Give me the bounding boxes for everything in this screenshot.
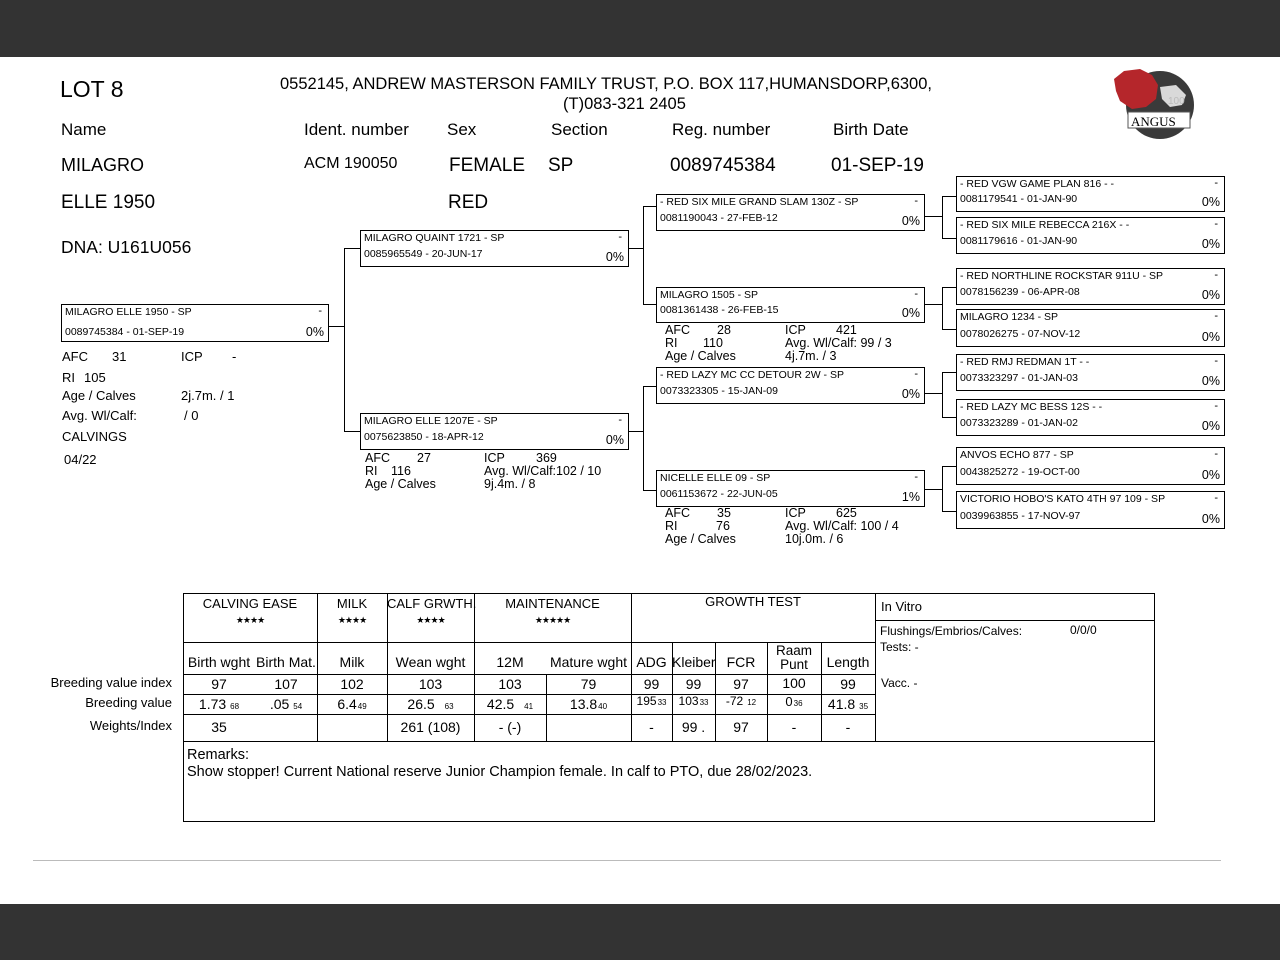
bv-cell bbox=[474, 696, 546, 712]
bv-value: 103 bbox=[678, 694, 699, 708]
sd-age-label: Age / Calves bbox=[665, 349, 736, 363]
owner-line-2: (T)083-321 2405 bbox=[563, 95, 686, 113]
sd-name: MILAGRO 1505 - SP bbox=[660, 289, 759, 301]
footer-rule bbox=[33, 860, 1221, 861]
gg-reg: 0081179616 - 01-JAN-90 bbox=[960, 235, 1078, 247]
index-cell: 103 bbox=[498, 676, 522, 692]
dd-age-label: Age / Calves bbox=[665, 532, 736, 546]
gg-reg: 0081179541 - 01-JAN-90 bbox=[960, 193, 1078, 205]
index-cell: 99 bbox=[840, 676, 856, 692]
gg-box-4 bbox=[956, 309, 1225, 347]
subject-ri-label: RI bbox=[62, 370, 75, 385]
dd-reg: 0061153672 - 22-JUN-05 bbox=[660, 488, 778, 500]
gg-dash: - bbox=[1214, 355, 1218, 367]
owner-line-1: 0552145, ANDREW MASTERSON FAMILY TRUST, P.O. BOX 117,HUMANSDORP,6300, bbox=[280, 75, 932, 93]
bv-accuracy: 33 bbox=[657, 698, 667, 707]
gg-dash: - bbox=[1214, 492, 1218, 504]
dd-stats bbox=[665, 507, 925, 546]
dam-ri: 116 bbox=[391, 464, 411, 478]
gg-pct: 0% bbox=[1201, 374, 1220, 388]
bv-cell bbox=[631, 694, 672, 708]
gg-box-5 bbox=[956, 354, 1225, 391]
gg-pct: 0% bbox=[1201, 288, 1220, 302]
dam-afc-label: AFC bbox=[365, 451, 390, 465]
gg-name: - RED SIX MILE REBECCA 216X - - bbox=[960, 219, 1130, 231]
bv-accuracy: 33 bbox=[699, 698, 709, 707]
bv-value: -72 bbox=[725, 694, 744, 708]
gg-reg: 0043825272 - 19-OCT-00 bbox=[960, 466, 1080, 478]
dam-name: MILAGRO ELLE 1207E - SP bbox=[364, 415, 498, 427]
subject-ri: 105 bbox=[84, 370, 106, 385]
animal-birth: 01-SEP-19 bbox=[831, 155, 924, 176]
subject-calvings-label: CALVINGS bbox=[62, 429, 127, 444]
bv-value: 13.8 bbox=[569, 696, 598, 712]
index-cell: 103 bbox=[418, 676, 443, 692]
sd-afc-label: AFC bbox=[665, 323, 690, 337]
ds-dash: - bbox=[914, 368, 918, 380]
subject-afc-label: AFC bbox=[62, 349, 88, 364]
col-mature-wght: Mature wght bbox=[549, 654, 628, 670]
sd-ri-label: RI bbox=[665, 336, 678, 350]
gg-dash: - bbox=[1214, 177, 1218, 189]
index-cell: 100 bbox=[782, 675, 806, 691]
bv-accuracy: 49 bbox=[357, 702, 367, 711]
gg-pct: 0% bbox=[1201, 512, 1220, 526]
gg-dash: - bbox=[1214, 218, 1218, 230]
logo-text: ANGUS bbox=[1131, 114, 1176, 129]
gg-box-2 bbox=[956, 217, 1225, 254]
subject-dash: - bbox=[318, 305, 322, 317]
dam-reg: 0075623850 - 18-APR-12 bbox=[364, 431, 484, 443]
sire-pct: 0% bbox=[605, 250, 624, 264]
animal-sex: FEMALE bbox=[449, 155, 526, 176]
sire-dash: - bbox=[618, 231, 622, 243]
sd-wl: Avg. Wl/Calf: 99 / 3 bbox=[785, 336, 892, 350]
animal-reg: 0089745384 bbox=[670, 155, 776, 176]
weight-cell: - bbox=[791, 719, 797, 735]
col-birth-wght: Birth wght bbox=[187, 654, 251, 670]
flush-value: 0/0/0 bbox=[1070, 623, 1097, 637]
remarks-label: Remarks: bbox=[187, 747, 250, 763]
dd-pct: 1% bbox=[901, 490, 920, 504]
flush-label: Flushings/Embrios/Calves: bbox=[880, 624, 1023, 638]
ss-name: - RED SIX MILE GRAND SLAM 130Z - SP bbox=[660, 196, 859, 208]
breeding-value-table bbox=[183, 593, 1155, 822]
subject-box bbox=[61, 304, 329, 342]
ss-dash: - bbox=[914, 195, 918, 207]
bv-value: 41.8 bbox=[827, 696, 856, 712]
stars-calving: ★★★★ bbox=[235, 615, 265, 625]
reg-header: Reg. number bbox=[672, 120, 771, 139]
weight-cell: 35 bbox=[211, 719, 227, 735]
dd-ri-label: RI bbox=[665, 519, 678, 533]
animal-name-2: ELLE 1950 bbox=[61, 192, 156, 213]
bv-cell bbox=[767, 694, 821, 709]
gg-pct: 0% bbox=[1201, 330, 1220, 344]
row-label-weights: Weights/Index bbox=[89, 718, 172, 733]
dd-name: NICELLE ELLE 09 - SP bbox=[660, 472, 771, 484]
dd-age: 10j.0m. / 6 bbox=[785, 532, 844, 546]
ds-pct: 0% bbox=[901, 387, 920, 401]
ss-reg: 0081190043 - 27-FEB-12 bbox=[660, 212, 778, 224]
section-header: Section bbox=[551, 120, 608, 139]
bv-cell bbox=[387, 696, 474, 712]
bv-value: 0 bbox=[785, 694, 793, 709]
birth-header: Birth Date bbox=[833, 120, 909, 139]
dd-icp-label: ICP bbox=[785, 506, 806, 520]
bv-cell bbox=[255, 696, 317, 712]
bv-value: 1.73 bbox=[198, 696, 227, 712]
bv-accuracy: 54 bbox=[293, 702, 303, 711]
gg-box-8 bbox=[956, 491, 1225, 529]
col-raam-punt: Raam Punt bbox=[775, 643, 812, 672]
col-fcr: FCR bbox=[726, 654, 756, 670]
bv-accuracy: 35 bbox=[859, 702, 869, 711]
gg-name: VICTORIO HOBO'S KATO 4TH 97 109 - SP bbox=[960, 493, 1166, 505]
subject-reg: 0089745384 - 01-SEP-19 bbox=[65, 326, 185, 338]
row-label-bv: Breeding value bbox=[85, 695, 172, 710]
gg-box-6 bbox=[956, 399, 1225, 436]
group-calving: CALVING EASE bbox=[202, 596, 298, 611]
dd-box bbox=[656, 470, 925, 507]
index-cell: 97 bbox=[733, 676, 749, 692]
gg-reg: 0073323289 - 01-JAN-02 bbox=[960, 417, 1078, 429]
weight-cell: 261 (108) bbox=[400, 719, 461, 735]
index-cell: 99 bbox=[643, 676, 660, 692]
gg-pct: 0% bbox=[1201, 195, 1220, 209]
col-adg: ADG bbox=[636, 654, 667, 670]
sd-box bbox=[656, 287, 925, 323]
stars-calf: ★★★★ bbox=[416, 615, 445, 625]
dd-afc: 35 bbox=[717, 506, 731, 520]
gg-reg: 0073323297 - 01-JAN-03 bbox=[960, 372, 1078, 384]
subject-calvings: 04/22 bbox=[64, 452, 97, 467]
col-wean-wght: Wean wght bbox=[395, 654, 466, 670]
col-birth-mat: Birth Mat. bbox=[256, 654, 316, 670]
index-cell: 79 bbox=[580, 676, 597, 692]
row-label-index: Breeding value index bbox=[50, 675, 172, 690]
bv-cell bbox=[546, 696, 631, 712]
bv-value: .05 bbox=[269, 696, 290, 712]
subject-afc: 31 bbox=[112, 349, 127, 364]
bv-cell bbox=[715, 694, 767, 708]
sd-dash: - bbox=[914, 288, 918, 300]
subject-age-label: Age / Calves bbox=[62, 388, 136, 403]
animal-name-1: MILAGRO bbox=[61, 155, 145, 175]
ds-box bbox=[656, 367, 925, 404]
subject-icp-label: ICP bbox=[181, 349, 203, 364]
invitro-label: In Vitro bbox=[881, 599, 922, 614]
animal-ident: ACM 190050 bbox=[304, 155, 398, 172]
gg-dash: - bbox=[1214, 400, 1218, 412]
group-milk: MILK bbox=[336, 596, 368, 611]
dam-ri-label: RI bbox=[365, 464, 378, 478]
subject-wl-label: Avg. Wl/Calf: bbox=[62, 408, 137, 423]
bv-cell bbox=[317, 696, 387, 712]
lot-number: LOT 8 bbox=[60, 76, 124, 102]
angus-logo bbox=[1110, 65, 1200, 145]
ds-reg: 0073323305 - 15-JAN-09 bbox=[660, 385, 778, 397]
gg-dash: - bbox=[1214, 310, 1218, 322]
gg-box-7 bbox=[956, 447, 1225, 485]
gg-name: - RED VGW GAME PLAN 816 - - bbox=[960, 178, 1115, 190]
gg-name: - RED RMJ REDMAN 1T - - bbox=[960, 356, 1090, 368]
gg-box-3 bbox=[956, 268, 1225, 305]
vacc-label: Vacc. - bbox=[881, 676, 918, 690]
gg-box-1 bbox=[956, 176, 1225, 212]
sire-name: MILAGRO QUAINT 1721 - SP bbox=[364, 232, 505, 244]
gg-dash: - bbox=[1214, 269, 1218, 281]
bv-value: 42.5 bbox=[486, 696, 515, 712]
bv-accuracy: 41 bbox=[524, 702, 534, 711]
sd-icp: 421 bbox=[836, 323, 857, 337]
bv-accuracy: 12 bbox=[747, 698, 757, 707]
gg-pct: 0% bbox=[1201, 237, 1220, 251]
sd-reg: 0081361438 - 26-FEB-15 bbox=[660, 304, 779, 316]
bv-accuracy: 36 bbox=[793, 699, 803, 708]
weight-cell: - bbox=[845, 719, 851, 735]
sire-box bbox=[360, 230, 629, 267]
dam-pct: 0% bbox=[605, 433, 624, 447]
ss-box bbox=[656, 194, 925, 231]
sex-header: Sex bbox=[447, 120, 477, 139]
dd-dash: - bbox=[914, 471, 918, 483]
sire-reg: 0085965549 - 20-JUN-17 bbox=[364, 248, 483, 260]
group-maint: MAINTENANCE bbox=[505, 596, 600, 611]
tests-label: Tests: - bbox=[880, 640, 919, 654]
sd-stats bbox=[665, 324, 925, 363]
gg-name: ANVOS ECHO 877 - SP bbox=[960, 449, 1074, 461]
dd-icp: 625 bbox=[836, 506, 857, 520]
weight-cell: 99 . bbox=[681, 719, 706, 735]
subject-age: 2j.7m. / 1 bbox=[181, 388, 235, 403]
dd-ri: 76 bbox=[716, 519, 730, 533]
dam-icp-label: ICP bbox=[484, 451, 505, 465]
bv-accuracy: 40 bbox=[598, 702, 608, 711]
sd-ri: 110 bbox=[703, 336, 723, 350]
sd-age: 4j.7m. / 3 bbox=[785, 349, 837, 363]
dam-dash: - bbox=[618, 414, 622, 426]
subject-icp: - bbox=[232, 349, 237, 364]
gg-reg: 0039963855 - 17-NOV-97 bbox=[960, 510, 1081, 522]
gg-dash: - bbox=[1214, 448, 1218, 460]
subject-name: MILAGRO ELLE 1950 - SP bbox=[65, 306, 192, 318]
index-cell: 102 bbox=[340, 676, 364, 692]
bv-value: 6.4 bbox=[337, 696, 357, 712]
subject-wl: / 0 bbox=[184, 408, 199, 423]
ident-header: Ident. number bbox=[304, 120, 409, 139]
sd-icp-label: ICP bbox=[785, 323, 806, 337]
animal-dna: DNA: U161U056 bbox=[61, 237, 192, 257]
index-cell: 97 bbox=[211, 676, 227, 692]
gg-name: MILAGRO 1234 - SP bbox=[960, 311, 1059, 323]
stars-maint: ★★★★★ bbox=[534, 615, 571, 625]
dam-wl: Avg. Wl/Calf:102 / 10 bbox=[484, 464, 602, 478]
animal-colour: RED bbox=[448, 192, 489, 213]
dam-afc: 27 bbox=[417, 451, 431, 465]
sd-pct: 0% bbox=[901, 306, 920, 320]
weight-cell: 97 bbox=[733, 719, 749, 735]
dd-wl: Avg. Wl/Calf: 100 / 4 bbox=[785, 519, 899, 533]
gg-reg: 0078156239 - 06-APR-08 bbox=[960, 286, 1080, 298]
dam-stats bbox=[365, 452, 625, 491]
index-cell: 99 bbox=[685, 676, 702, 692]
index-cell: 107 bbox=[274, 676, 298, 692]
gg-pct: 0% bbox=[1201, 468, 1220, 482]
animal-section: SP bbox=[548, 155, 574, 176]
col-length: Length bbox=[826, 654, 870, 670]
top-bar bbox=[0, 0, 1280, 57]
logo-badge: 100 bbox=[1168, 96, 1185, 107]
gg-name: - RED NORTHLINE ROCKSTAR 911U - SP bbox=[960, 270, 1164, 282]
bv-cell bbox=[672, 694, 715, 708]
bv-accuracy: 68 bbox=[230, 702, 240, 711]
col-milk: Milk bbox=[339, 654, 365, 670]
weight-cell: - bbox=[649, 719, 654, 735]
group-growth: GROWTH TEST bbox=[705, 594, 801, 609]
dd-afc-label: AFC bbox=[665, 506, 690, 520]
gg-pct: 0% bbox=[1201, 419, 1220, 433]
subject-pct: 0% bbox=[305, 325, 324, 339]
gg-reg: 0078026275 - 07-NOV-12 bbox=[960, 328, 1081, 340]
bottom-bar bbox=[0, 904, 1280, 960]
sd-afc: 28 bbox=[717, 323, 731, 337]
dam-icp: 369 bbox=[536, 451, 557, 465]
group-calf: CALF GRWTH. bbox=[387, 596, 477, 611]
name-header: Name bbox=[61, 120, 107, 139]
remarks-text: Show stopper! Current National reserve Junior Champion female. In calf to PTO, due 28/02/2023. bbox=[187, 764, 813, 780]
ds-name: - RED LAZY MC CC DETOUR 2W - SP bbox=[660, 369, 844, 381]
col-12m: 12M bbox=[496, 654, 524, 670]
bv-value: 195 bbox=[636, 694, 657, 708]
bv-cell bbox=[821, 696, 875, 712]
gg-name: - RED LAZY MC BESS 12S - - bbox=[960, 401, 1103, 413]
col-kleiber: Kleiber bbox=[672, 654, 716, 670]
ss-pct: 0% bbox=[901, 214, 920, 228]
dam-age: 9j.4m. / 8 bbox=[484, 477, 536, 491]
bv-accuracy: 63 bbox=[444, 702, 454, 711]
dam-age-label: Age / Calves bbox=[365, 477, 436, 491]
bv-cell bbox=[183, 696, 255, 712]
bv-value: 26.5 bbox=[407, 696, 435, 712]
stars-milk: ★★★★ bbox=[337, 615, 367, 625]
weight-cell: - (-) bbox=[498, 719, 522, 735]
dam-box bbox=[360, 413, 629, 450]
